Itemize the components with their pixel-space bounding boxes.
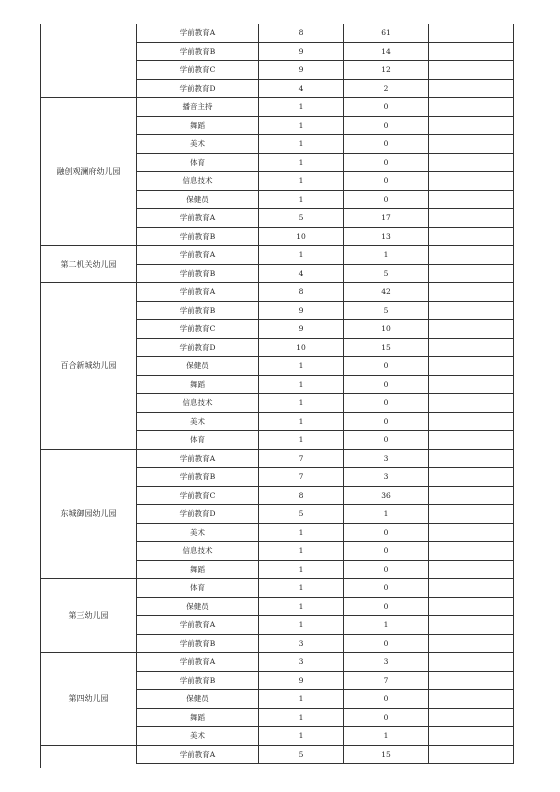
empty-cell	[429, 431, 514, 450]
count-a-cell: 1	[259, 375, 344, 394]
empty-cell	[429, 283, 514, 302]
subject-cell: 学前教育A	[137, 616, 259, 635]
count-b-cell: 0	[344, 560, 429, 579]
count-b-cell: 0	[344, 135, 429, 154]
empty-cell	[429, 24, 514, 42]
empty-cell	[429, 172, 514, 191]
empty-cell	[429, 616, 514, 635]
count-a-cell: 1	[259, 560, 344, 579]
subject-cell: 学前教育B	[137, 42, 259, 61]
count-b-cell: 36	[344, 486, 429, 505]
empty-cell	[429, 320, 514, 339]
empty-cell	[429, 634, 514, 653]
count-a-cell: 8	[259, 283, 344, 302]
subject-cell: 体育	[137, 431, 259, 450]
count-a-cell: 7	[259, 468, 344, 487]
subject-cell: 保健员	[137, 190, 259, 209]
count-b-cell: 0	[344, 690, 429, 709]
subject-cell: 美术	[137, 412, 259, 431]
empty-cell	[429, 135, 514, 154]
subject-cell: 学前教育A	[137, 209, 259, 228]
count-a-cell: 5	[259, 505, 344, 524]
count-b-cell: 0	[344, 394, 429, 413]
subject-cell: 播音主持	[137, 98, 259, 117]
subject-cell: 学前教育A	[137, 283, 259, 302]
count-b-cell: 0	[344, 634, 429, 653]
count-a-cell: 9	[259, 301, 344, 320]
subject-cell: 学前教育C	[137, 486, 259, 505]
subject-cell: 美术	[137, 523, 259, 542]
subject-cell: 学前教育C	[137, 320, 259, 339]
count-a-cell: 1	[259, 542, 344, 561]
empty-cell	[429, 357, 514, 376]
subject-cell: 学前教育B	[137, 671, 259, 690]
count-a-cell: 9	[259, 42, 344, 61]
empty-cell	[429, 708, 514, 727]
subject-cell: 信息技术	[137, 542, 259, 561]
count-b-cell: 0	[344, 579, 429, 598]
count-a-cell: 8	[259, 24, 344, 42]
count-a-cell: 4	[259, 79, 344, 98]
table-row	[41, 246, 514, 265]
count-b-cell: 42	[344, 283, 429, 302]
table-row	[41, 98, 514, 117]
count-b-cell: 7	[344, 671, 429, 690]
count-a-cell: 1	[259, 98, 344, 117]
count-b-cell: 0	[344, 357, 429, 376]
empty-cell	[429, 745, 514, 764]
empty-cell	[429, 264, 514, 283]
count-a-cell: 9	[259, 671, 344, 690]
empty-cell	[429, 227, 514, 246]
table-row	[41, 283, 514, 302]
subject-cell: 体育	[137, 579, 259, 598]
count-a-cell: 3	[259, 653, 344, 672]
count-a-cell: 9	[259, 320, 344, 339]
count-b-cell: 1	[344, 505, 429, 524]
count-b-cell: 61	[344, 24, 429, 42]
count-a-cell: 1	[259, 116, 344, 135]
count-a-cell: 1	[259, 412, 344, 431]
count-b-cell: 14	[344, 42, 429, 61]
count-a-cell: 1	[259, 135, 344, 154]
subject-cell: 保健员	[137, 357, 259, 376]
empty-cell	[429, 727, 514, 746]
empty-cell	[429, 449, 514, 468]
count-b-cell: 5	[344, 301, 429, 320]
count-b-cell: 15	[344, 745, 429, 764]
count-a-cell: 1	[259, 153, 344, 172]
empty-cell	[429, 61, 514, 80]
count-b-cell: 5	[344, 264, 429, 283]
school-name-cell	[41, 745, 137, 764]
table-row	[41, 449, 514, 468]
count-a-cell: 1	[259, 246, 344, 265]
count-b-cell: 0	[344, 597, 429, 616]
empty-cell	[429, 486, 514, 505]
count-a-cell: 5	[259, 209, 344, 228]
count-b-cell: 13	[344, 227, 429, 246]
count-a-cell: 10	[259, 227, 344, 246]
count-a-cell: 1	[259, 690, 344, 709]
count-a-cell: 1	[259, 172, 344, 191]
count-b-cell: 1	[344, 616, 429, 635]
subject-cell: 学前教育B	[137, 301, 259, 320]
count-b-cell: 0	[344, 172, 429, 191]
count-b-cell: 0	[344, 708, 429, 727]
subject-cell: 学前教育D	[137, 338, 259, 357]
empty-cell	[429, 301, 514, 320]
count-a-cell: 1	[259, 394, 344, 413]
count-a-cell: 7	[259, 449, 344, 468]
empty-cell	[429, 98, 514, 117]
subject-cell: 学前教育B	[137, 468, 259, 487]
count-b-cell: 0	[344, 190, 429, 209]
subject-cell: 信息技术	[137, 394, 259, 413]
count-a-cell: 1	[259, 357, 344, 376]
count-b-cell: 0	[344, 431, 429, 450]
count-a-cell: 1	[259, 708, 344, 727]
count-a-cell: 1	[259, 616, 344, 635]
subject-cell: 美术	[137, 727, 259, 746]
empty-cell	[429, 505, 514, 524]
table-row	[41, 745, 514, 764]
subject-cell: 学前教育A	[137, 24, 259, 42]
subject-cell: 学前教育D	[137, 505, 259, 524]
subject-cell: 学前教育B	[137, 264, 259, 283]
table-row	[41, 579, 514, 598]
count-a-cell: 1	[259, 597, 344, 616]
count-b-cell: 2	[344, 79, 429, 98]
table-body	[41, 24, 514, 764]
count-b-cell: 10	[344, 320, 429, 339]
school-name-cell: 第二机关幼儿园	[41, 246, 137, 283]
count-b-cell: 17	[344, 209, 429, 228]
table-row	[41, 653, 514, 672]
count-b-cell: 1	[344, 246, 429, 265]
count-a-cell: 9	[259, 61, 344, 80]
empty-cell	[429, 42, 514, 61]
subject-cell: 学前教育D	[137, 79, 259, 98]
subject-cell: 学前教育C	[137, 61, 259, 80]
empty-cell	[429, 690, 514, 709]
count-b-cell: 1	[344, 727, 429, 746]
empty-cell	[429, 394, 514, 413]
empty-cell	[429, 523, 514, 542]
count-a-cell: 10	[259, 338, 344, 357]
empty-cell	[429, 579, 514, 598]
subject-cell: 舞蹈	[137, 375, 259, 394]
subject-cell: 体育	[137, 153, 259, 172]
count-b-cell: 15	[344, 338, 429, 357]
subject-cell: 学前教育B	[137, 227, 259, 246]
subject-cell: 舞蹈	[137, 560, 259, 579]
count-b-cell: 3	[344, 468, 429, 487]
subject-cell: 保健员	[137, 690, 259, 709]
empty-cell	[429, 209, 514, 228]
empty-cell	[429, 246, 514, 265]
count-b-cell: 3	[344, 653, 429, 672]
count-a-cell: 1	[259, 579, 344, 598]
count-b-cell: 0	[344, 116, 429, 135]
subject-cell: 学前教育A	[137, 745, 259, 764]
count-b-cell: 12	[344, 61, 429, 80]
count-b-cell: 0	[344, 375, 429, 394]
empty-cell	[429, 412, 514, 431]
empty-cell	[429, 597, 514, 616]
count-a-cell: 8	[259, 486, 344, 505]
table-row	[41, 24, 514, 42]
subject-cell: 信息技术	[137, 172, 259, 191]
count-a-cell: 4	[259, 264, 344, 283]
empty-cell	[429, 116, 514, 135]
recruitment-table	[40, 24, 514, 764]
empty-cell	[429, 468, 514, 487]
table-continuation-line	[40, 764, 41, 768]
count-b-cell: 0	[344, 98, 429, 117]
subject-cell: 学前教育B	[137, 634, 259, 653]
count-b-cell: 3	[344, 449, 429, 468]
empty-cell	[429, 671, 514, 690]
subject-cell: 美术	[137, 135, 259, 154]
school-name-cell: 百合新城幼儿园	[41, 283, 137, 450]
empty-cell	[429, 79, 514, 98]
count-a-cell: 3	[259, 634, 344, 653]
empty-cell	[429, 338, 514, 357]
count-b-cell: 0	[344, 523, 429, 542]
empty-cell	[429, 653, 514, 672]
empty-cell	[429, 153, 514, 172]
subject-cell: 舞蹈	[137, 708, 259, 727]
count-b-cell: 0	[344, 542, 429, 561]
count-a-cell: 1	[259, 523, 344, 542]
subject-cell: 学前教育A	[137, 653, 259, 672]
empty-cell	[429, 375, 514, 394]
count-a-cell: 1	[259, 727, 344, 746]
school-name-cell: 第四幼儿园	[41, 653, 137, 746]
subject-cell: 舞蹈	[137, 116, 259, 135]
school-name-cell: 东城御园幼儿园	[41, 449, 137, 579]
subject-cell: 学前教育A	[137, 246, 259, 265]
count-a-cell: 1	[259, 431, 344, 450]
subject-cell: 保健员	[137, 597, 259, 616]
empty-cell	[429, 560, 514, 579]
empty-cell	[429, 190, 514, 209]
count-b-cell: 0	[344, 412, 429, 431]
subject-cell: 学前教育A	[137, 449, 259, 468]
empty-cell	[429, 542, 514, 561]
school-name-cell: 第三幼儿园	[41, 579, 137, 653]
count-a-cell: 1	[259, 190, 344, 209]
count-b-cell: 0	[344, 153, 429, 172]
school-name-cell: 融创观澜府幼儿园	[41, 98, 137, 246]
count-a-cell: 5	[259, 745, 344, 764]
school-name-cell	[41, 24, 137, 98]
